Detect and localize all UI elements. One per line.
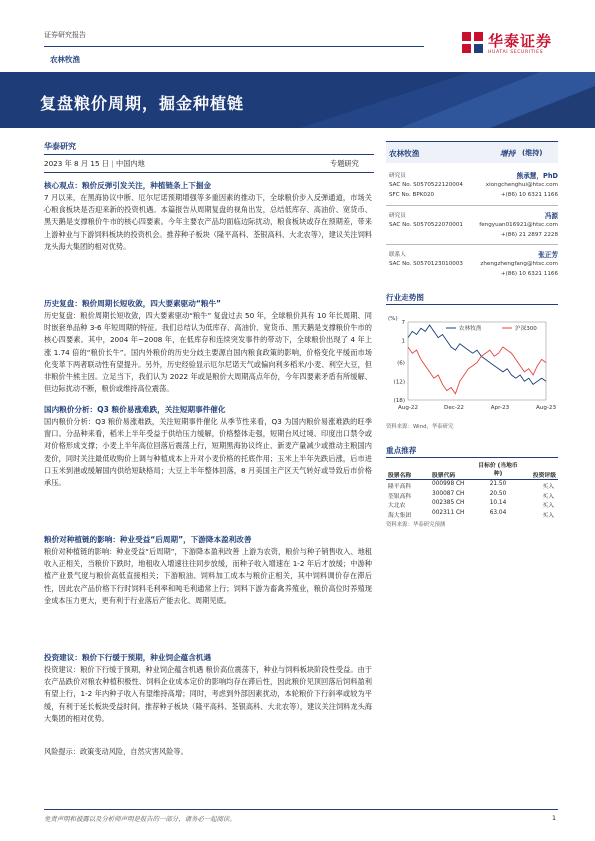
section-text — [44, 664, 372, 738]
analyst-phone: +(86) 10 6321 1166 — [500, 271, 558, 277]
header-line — [44, 46, 424, 47]
analyst-name: 张正芳 — [538, 251, 558, 259]
rating-note: (维持) — [522, 149, 543, 157]
rec-cell: 大北农 — [388, 503, 406, 509]
analyst-name: 冯源 — [544, 212, 558, 220]
meta-line-bottom — [44, 172, 374, 173]
report-date: 2023 年 8 月 15 日 | 中国内地 — [44, 159, 145, 168]
analyst-sac: SAC No. S0570522070001 — [389, 222, 463, 228]
rec-cell: 000998 CH — [432, 481, 465, 487]
analyst-email[interactable]: zhengzhengfang@htsc.com — [480, 261, 558, 267]
rec-cell: 隆平高科 — [388, 484, 412, 490]
legend-label: 沪深300 — [515, 326, 537, 332]
analyst-card — [386, 208, 558, 238]
logo-text: 华泰证券 — [488, 32, 553, 50]
rec-title: 重点推荐 — [386, 446, 417, 455]
section-text-body: 历史复盘：粮价周期长短收敛，四大要素驱动“粮牛” 复盘过去 50 年，全球粮价具有 10 年长周期、同时嵌套单品种 3-6 年短周期的特征。我们总结认为低库存、高油价、宽货币、黑天鹅是支撑粮价牛市的核心四要素。其中，2004 年~2008 年，在低库存和连续突发事件的带动下，全球粮价出现了 4 年上涨 1.74 倍的“粮价长牛”。国内外粮价的历史分歧主要源自国内粮食政策的影响，价格变化平缓而市场化变革下两者联动性有望提升。另外，历史经验显示厄尔尼诺天气或偏向利多稻米/小麦、利空大豆，但非粮价牛熊主因。立足当下，我们认为 2022 年或是粮价大周期高点年份，今年四要素矛盾有所缓解、但边际扰动不断，粮价或维持高位震荡。 — [44, 311, 372, 394]
rec-header: 目标价 (当地币种) — [478, 463, 518, 477]
analyst-sac: SAC No. S0570123010003 — [389, 261, 463, 267]
rating-bar — [386, 141, 558, 163]
analyst-phone: +(86) 10 6321 1166 — [500, 192, 558, 198]
rec-cell: 21.50 — [489, 481, 507, 487]
trend-title-line — [386, 304, 558, 305]
page-title: 复盘粮价周期，掘金种植链 — [40, 94, 245, 113]
section-text-body: 粮价对种植链的影响：种业受益“后周期”，下游降本盈利改善 上游为农资，粮价与种子销售收入、地租收入正相关，当粮价下跌时，地租收入增速往往同步放缓，而种子收入增速在 1-2 年后才放缓；中游种植产业景气度与粮价高低直接相关；下游粮油、饲料加工成本与粮价正相关，其中饲料调价存在滞后性，因此农产品价格下行时饲料毛利率和吨毛利通常上行；饲料下游为畜禽养殖业，粮价高位时养殖现金成本压力更大，更有利于行业落后产能去化、周期见底。 — [44, 547, 372, 605]
section-text — [44, 310, 372, 396]
section-heading: 核心观点：粮价反弹引发关注，种植链条上下掘金 — [44, 181, 212, 190]
rec-cell: 63.04 — [489, 509, 507, 516]
rec-cell: 300087 CH — [432, 490, 465, 497]
rec-source: 资料来源：华泰研究预测 — [386, 522, 446, 528]
section-text — [44, 416, 372, 526]
rec-row — [386, 499, 558, 509]
analyst-phone: +(86) 21 2897 2228 — [500, 232, 558, 238]
section-heading: 投资建议：粮价下行缓于预期，种业饲企蕴含机遇 — [44, 653, 212, 662]
rec-cell: 海大集团 — [388, 512, 412, 519]
rec-cell: 买入 — [542, 512, 554, 519]
analyst-email[interactable]: fengyuan016921@htsc.com — [479, 222, 558, 228]
footer-line — [44, 809, 558, 810]
series-line — [408, 325, 546, 384]
header-sector: 农林牧渔 — [50, 55, 80, 64]
y-tick-label: 7 — [401, 320, 405, 326]
section-history — [44, 298, 372, 396]
analyst-sfc: SFC No. BPK020 — [389, 192, 435, 198]
rec-rows — [386, 480, 558, 518]
rec-header: 股票名称 — [388, 473, 412, 479]
rec-row — [386, 480, 558, 490]
trend-source: 资料来源：Wind，华泰研究 — [386, 424, 454, 430]
rec-cell: 买入 — [542, 493, 554, 500]
rec-table — [386, 460, 558, 518]
rec-header: 投资评级 — [532, 473, 556, 479]
rec-cell: 买入 — [542, 484, 554, 490]
x-tick-label: Apr-23 — [490, 405, 510, 411]
section-text — [44, 546, 372, 644]
rec-cell: 10.14 — [489, 500, 507, 506]
sidebar-sector: 农林牧渔 — [389, 149, 420, 158]
analyst-role: 研究员 — [389, 213, 406, 219]
rec-row — [386, 509, 558, 519]
section-impact — [44, 534, 372, 644]
title-banner — [0, 72, 595, 128]
rec-row — [386, 490, 558, 500]
analyst-name: 熊承慧，PhD — [516, 172, 558, 180]
logo — [462, 30, 562, 60]
rec-header-row — [386, 460, 558, 480]
logo-mark-icon — [462, 32, 484, 54]
y-tick-label: (6) — [397, 360, 405, 367]
series-line — [408, 347, 546, 394]
analyst-card — [386, 247, 558, 277]
section-text-body: 国内粮价分析：Q3 粮价易涨难跌，关注短期事件催化 从季节性来看，Q3 为国内粮价易涨难跌的旺季窗口。分品种来看，稻米上半年受益于供给压力缓解，价格整体走强，短期台风过境、印度出口禁令或对价格形成支撑；小麦上半年高位回落后震荡上行，短期黑海协议终止、新麦产量减少或推动主粮国内麦价，同时关注最低收购价上调与种植成本上升对小麦价格的托底作用；玉米上半年先跌后涨，后市进口玉米到港或缓解国内供给短缺格局；大豆上半年整体回落，8 月美国主产区天气转好或导致后市价格承压。 — [44, 417, 372, 488]
section-text-body: 投资建议：粮价下行缓于预期，种业饲企蕴含机遇 粮价高位震荡下，种业与饲料板块阶段性受益。由于农产品跌价对粮农种植积极性、饲料企业成本定价的影响均存在滞后性，因此粮价见顶回落后饲料盈利有望上行，1-2 年内种子收入有望维持高增；同时，考虑到外部因素扰动，本轮粮价下行斜率或较为平缓，有利于延长板块受益时间。推荐种子板块（隆平高科、荃银高科、大北农等），建议关注饲料龙头海大集团的相对优势。 — [44, 665, 372, 723]
rec-cell: 买入 — [542, 503, 554, 509]
trend-chart — [386, 308, 558, 418]
page-number: 1 — [552, 814, 557, 822]
legend-label: 农林牧渔 — [459, 326, 482, 332]
x-tick-label: Aug-22 — [397, 405, 419, 411]
section-heading: 粮价对种植链的影响：种业受益“后周期”，下游降本盈利改善 — [44, 535, 252, 544]
y-tick-label: 1 — [401, 338, 405, 345]
divider — [386, 244, 558, 245]
rec-title-line — [386, 457, 558, 458]
report-type: 证券研究报告 — [44, 31, 86, 39]
analyst-role: 联系人 — [389, 252, 406, 258]
rec-header: 股票代码 — [432, 473, 456, 479]
section-text: 7 月以来，在黑海协议中断、厄尔尼诺预期增强等多重因素的推动下，全球粮价步入反弹通道，市场关心粮食板块是否迎来新的投资机遇。本篇报告从周期复盘的视角出发，总结低库存、高油价、宽货币、黑天鹅是支撑粮价牛市的核心四要素。今年主要农产品均面临边际扰动，粮食板块或存在预期差，带来上游种业与下游饲料板块的投资机会。推荐种子板块（隆平高科、荃银高科、大北农等），建议关注饲料龙头海大集团的相对优势。 — [44, 193, 372, 251]
section-domestic — [44, 404, 372, 526]
org-name: 华泰研究 — [44, 142, 76, 151]
section-core — [44, 180, 372, 290]
risk-note: 风险提示：政策变动风险，自然灾害风险等。 — [44, 747, 188, 756]
rec-cell: 20.50 — [489, 490, 507, 497]
y-tick-label: (12) — [393, 379, 405, 386]
logo-subtext: HUATAI SECURITIES — [488, 50, 544, 55]
rec-cell: 002311 CH — [432, 509, 465, 516]
section-advice — [44, 652, 372, 738]
analyst-email[interactable]: xiongchenghui@htsc.com — [485, 182, 558, 188]
trend-title: 行业走势图 — [386, 293, 424, 302]
meta-line-top — [44, 154, 374, 155]
report-kind: 专题研究 — [330, 159, 359, 168]
y-tick-label: (18) — [393, 398, 405, 404]
chart-frame — [408, 322, 546, 400]
rec-cell: 荃银高科 — [388, 493, 412, 500]
footer-disclaimer: 免责声明和披露以及分析师声明是报告的一部分，请务必一起阅读。 — [44, 815, 236, 823]
rating: 增持 — [500, 149, 516, 158]
sidebar — [386, 141, 558, 163]
section-heading: 国内粮价分析：Q3 粮价易涨难跌，关注短期事件催化 — [44, 405, 226, 414]
analyst-sac: SAC No. S0570522120004 — [389, 182, 463, 188]
analyst-role: 研究员 — [389, 173, 406, 179]
x-tick-label: Aug-23 — [535, 405, 557, 411]
rec-cell: 002385 CH — [432, 500, 465, 506]
divider — [386, 205, 558, 206]
x-tick-label: Dec-22 — [444, 405, 464, 411]
section-heading: 历史复盘：粮价周期长短收敛，四大要素驱动“粮牛” — [44, 299, 222, 308]
main-body — [44, 180, 372, 758]
y-axis-unit: (%) — [388, 316, 398, 322]
